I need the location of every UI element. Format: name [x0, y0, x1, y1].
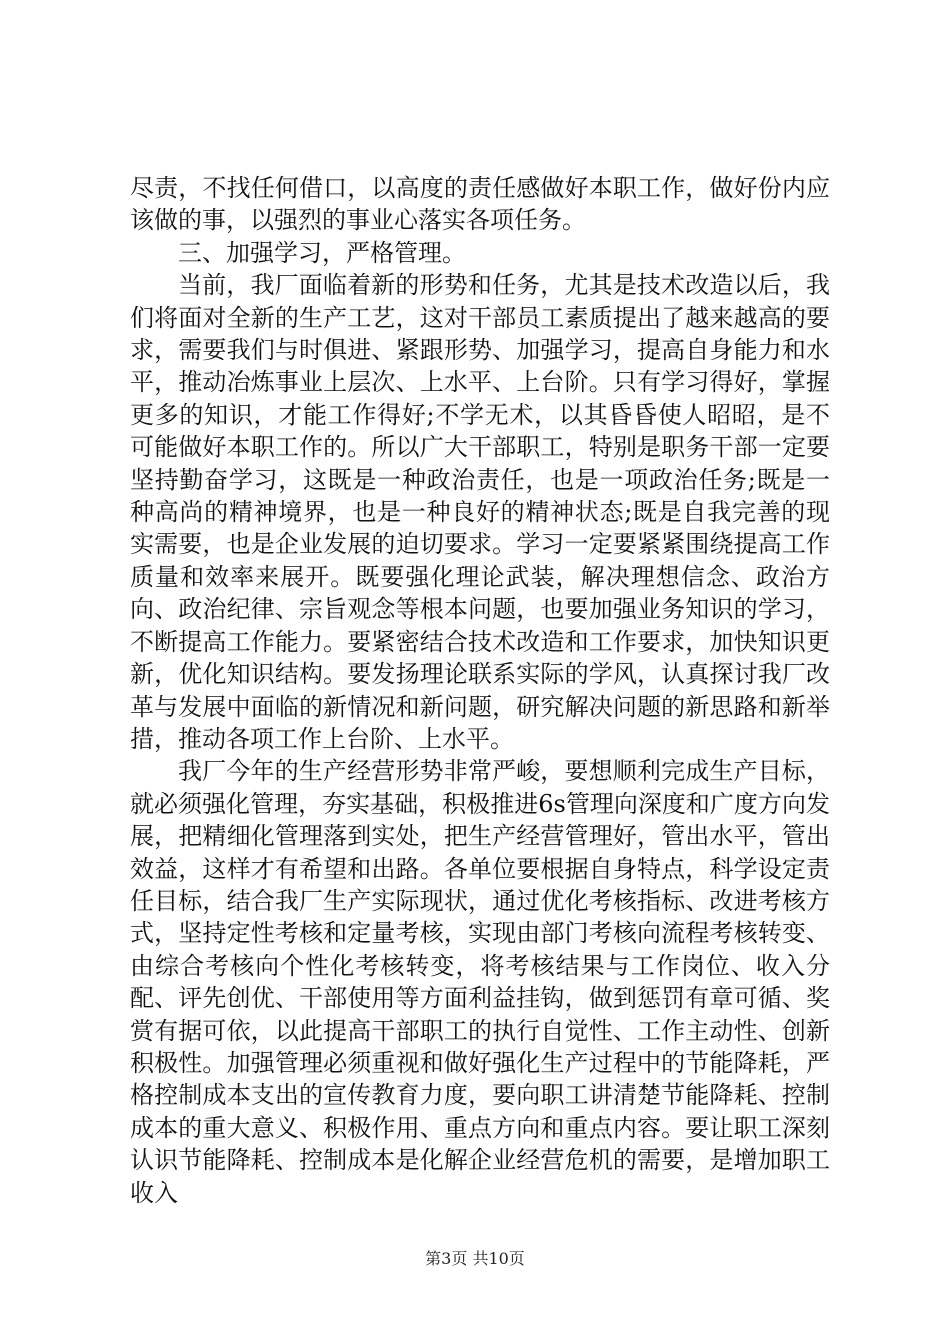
- document-body: [130, 172, 830, 1209]
- page-number-footer: 第3页 共10页: [425, 1249, 525, 1268]
- paragraph-continuation: 尽责，不找任何借口，以高度的责任感做好本职工作，做好份内应该做的事，以强烈的事业心落实各项任务。: [130, 174, 830, 235]
- section-heading: 三、加强学习，严格管理。: [178, 238, 466, 267]
- paragraph-management: 我厂今年的生产经营形势非常严峻，要想顺利完成生产目标，就必须强化管理，夯实基础，积极推进6s管理向深度和广度方向发展，把精细化管理落到实处，把生产经营管理好，管出水平，管出效益，这样才有希望和出路。各单位要根据自身特点，科学设定责任目标，结合我厂生产实际现状，通过优化考核指标、改进考核方式，坚持定性考核和定量考核，实现由部门考核向流程考核转变、由综合考核向个性化考核转变，将考核结果与工作岗位、收入分配、评先创优、干部使用等方面利益挂钩，做到惩罚有章可循、奖赏有据可依，以此提高干部职工的执行自觉性、工作主动性、创新积极性。加强管理必须重视和做好强化生产过程中的节能降耗，严格控制成本支出的宣传教育力度，要向职工讲清楚节能降耗、控制成本的重大意义、积极作用、重点方向和重点内容。要让职工深刻认识节能降耗、控制成本是化解企业经营危机的需要，是增加职工收入: [130, 757, 830, 1207]
- paragraph-study: 当前，我厂面临着新的形势和任务，尤其是技术改造以后，我们将面对全新的生产工艺，这对干部员工素质提出了越来越高的要求，需要我们与时俱进、紧跟形势、加强学习，提高自身能力和水平，推动冶炼事业上层次、上水平、上台阶。只有学习得好，掌握更多的知识，才能工作得好;不学无术，以其昏昏使人昭昭，是不可能做好本职工作的。所以广大干部职工，特别是职务干部一定要坚持勤奋学习，这既是一种政治责任，也是一项政治任务;既是一种高尚的精神境界，也是一种良好的精神状态;既是自我完善的现实需要，也是企业发展的迫切要求。学习一定要紧紧围绕提高工作质量和效率来展开。既要强化理论武装，解决理想信念、政治方向、政治纪律、宗旨观念等根本问题，也要加强业务知识的学习，不断提高工作能力。要紧密结合技术改造和工作要求，加快知识更新，优化知识结构。要发扬理论联系实际的学风，认真探讨我厂改革与发展中面临的新情况和新问题，研究解决问题的新思路和新举措，推动各项工作上台阶、上水平。: [130, 271, 830, 753]
